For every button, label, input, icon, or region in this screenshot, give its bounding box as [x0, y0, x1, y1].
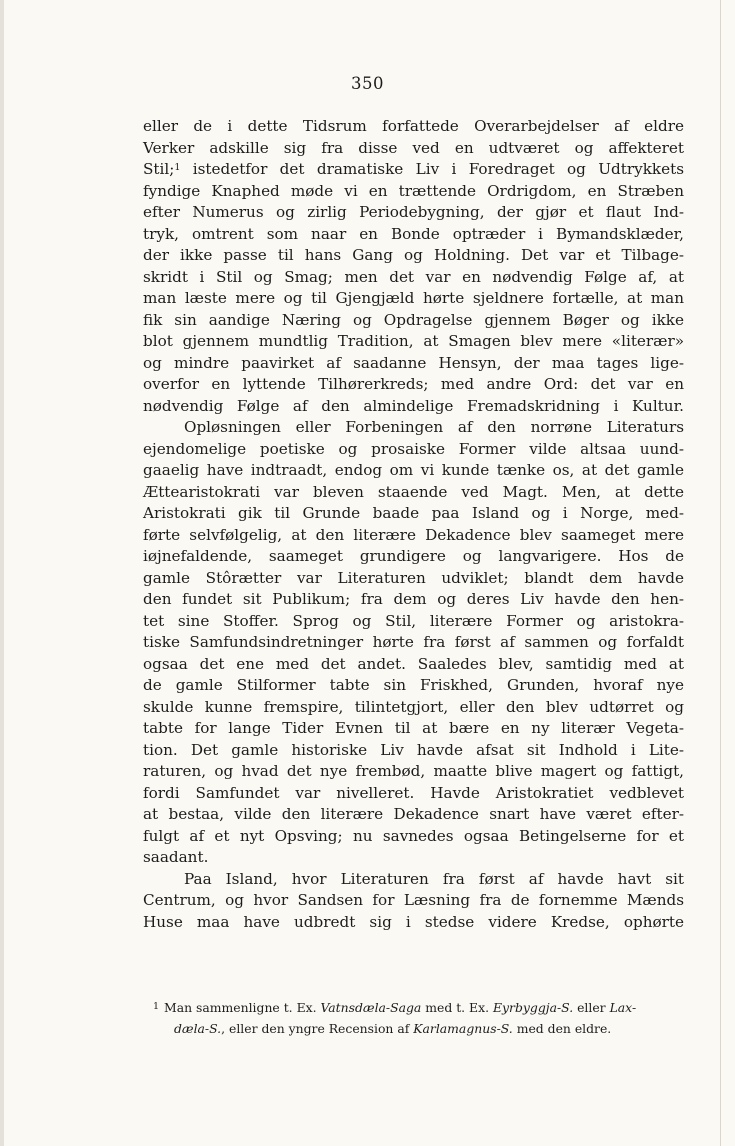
- footnote-reference: 1: [174, 162, 181, 173]
- text-line: Ættearistokrati var bleven staaende ved Magt. Men, at dette: [143, 482, 684, 501]
- footnote-line: $^1$ Man sammenligne t. Ex. Vatnsdæla-Saga med t. Ex. Eyrbyggja-S. eller Lax-: [153, 1000, 637, 1015]
- text-line: saadant.: [143, 848, 209, 866]
- text-line: og mindre paavirket af saadanne Hensyn, der maa tages lige-: [143, 353, 684, 372]
- text-line: Paa Island, hvor Literaturen fra først af havde havt sit: [184, 869, 684, 888]
- text-line: tryk, omtrent som naar en Bonde optræder i Bymandsklæder,: [143, 224, 684, 243]
- text-line: Verker adskille sig fra disse ved en udtværet og affekteret: [143, 138, 684, 157]
- text-line: skridt i Stil og Smag; men det var en nødvendig Følge af, at: [143, 267, 684, 286]
- text-line: skulde kunne fremspire, tilintetgjort, eller den blev udtørret og: [143, 697, 684, 716]
- paragraph-3: [143, 869, 684, 934]
- text-line: Aristokrati gik til Grunde baade paa Island og i Norge, med-: [143, 504, 684, 522]
- paragraph-2: [143, 417, 684, 869]
- text-line: iøjnefaldende, saameget grundigere og langvarigere. Hos de: [143, 547, 684, 565]
- text-line: tion. Det gamle historiske Liv havde afsat sit Indhold i Lite-: [143, 740, 684, 759]
- footnote: [153, 996, 684, 1040]
- page-left-edge: [0, 0, 4, 1146]
- body-text: [143, 116, 684, 933]
- footnote-ref-word: Stil;: [143, 160, 175, 178]
- footnote-title: Eyrbyggja-S.: [492, 1000, 574, 1015]
- text-line: Opløsningen eller Forbeningen af den norrøne Literaturs: [184, 418, 684, 436]
- text-line: ejendomelige poetiske og prosaiske Former vilde altsaa uund-: [143, 439, 684, 458]
- page-right-edge: [720, 0, 721, 1146]
- text-line: fordi Samfundet var nivelleret. Havde Aristokratiet vedblevet: [143, 783, 684, 802]
- text-line: man læste mere og til Gjengjæld hørte sjeldnere fortælle, at man: [143, 289, 684, 307]
- paragraph-1: [143, 116, 684, 417]
- text-line: tet sine Stoffer. Sprog og Stil, literære Former og aristokra-: [143, 611, 684, 630]
- text-line: fyndige Knaphed møde vi en trættende Ordrigdom, en Stræben: [143, 181, 684, 200]
- text-line: ogsaa det ene med det andet. Saaledes blev, samtidig med at: [143, 654, 684, 673]
- footnote-title: Vatnsdæla-Saga: [320, 1000, 422, 1015]
- footnote-title: Karlamagnus-S.: [413, 1021, 513, 1036]
- footnote-title: dæla-S.: [174, 1021, 222, 1036]
- text-line: Stil;$^1$ istedetfor det dramatiske Liv i Foredraget og Udtrykkets: [143, 160, 685, 178]
- text-line: tabte for lange Tider Evnen til at bære en ny literær Vegeta-: [143, 719, 684, 737]
- text-line: at bestaa, vilde den literære Dekadence snart have været efter-: [143, 805, 684, 823]
- page-number: 350: [351, 74, 384, 93]
- text-line: blot gjennem mundtlig Tradition, at Smagen blev mere «literær»: [143, 332, 684, 350]
- text-line: den fundet sit Publikum; fra dem og deres Liv havde den hen-: [143, 590, 684, 608]
- text-line: raturen, og hvad det nye frembød, maatte blive magert og fattigt,: [143, 762, 684, 780]
- text-line: gaaelig have indtraadt, endog om vi kunde tænke os, at det gamle: [143, 461, 684, 479]
- text-line: efter Numerus og zirlig Periodebygning, der gjør et flaut Ind-: [143, 203, 684, 221]
- text-line: de gamle Stilformer tabte sin Friskhed, Grunden, hvoraf nye: [143, 676, 684, 694]
- text-line: førte selvfølgelig, at den literære Dekadence blev saameget mere: [143, 525, 684, 544]
- text-line: fik sin aandige Næring og Opdragelse gjennem Bøger og ikke: [143, 310, 684, 329]
- footnote-line: dæla-S., eller den yngre Recension af Karlamagnus-S. med den eldre.: [174, 1021, 612, 1036]
- text-line: Centrum, og hvor Sandsen for Læsning fra de fornemme Mænds: [143, 891, 684, 909]
- text-line: tiske Samfundsindretninger hørte fra først af sammen og forfaldt: [143, 633, 684, 651]
- text-line: Huse maa have udbredt sig i stedse videre Kredse, ophørte: [143, 912, 684, 931]
- footnote-mark: 1: [153, 1001, 160, 1012]
- text-line: gamle Stôrætter var Literaturen udviklet; blandt dem havde: [143, 568, 684, 587]
- text-line: eller de i dette Tidsrum forfattede Overarbejdelser af eldre: [143, 117, 684, 135]
- text-line: der ikke passe til hans Gang og Holdning. Det var et Tilbage-: [143, 246, 684, 264]
- text-line: fulgt af et nyt Opsving; nu savnedes ogsaa Betingelserne for et: [143, 826, 684, 845]
- text-line: overfor en lyttende Tilhørerkreds; med andre Ord: det var en: [143, 375, 684, 393]
- footnote-title: Lax-: [609, 1000, 637, 1015]
- text-line: nødvendig Følge af den almindelige Fremadskridning i Kultur.: [143, 396, 684, 415]
